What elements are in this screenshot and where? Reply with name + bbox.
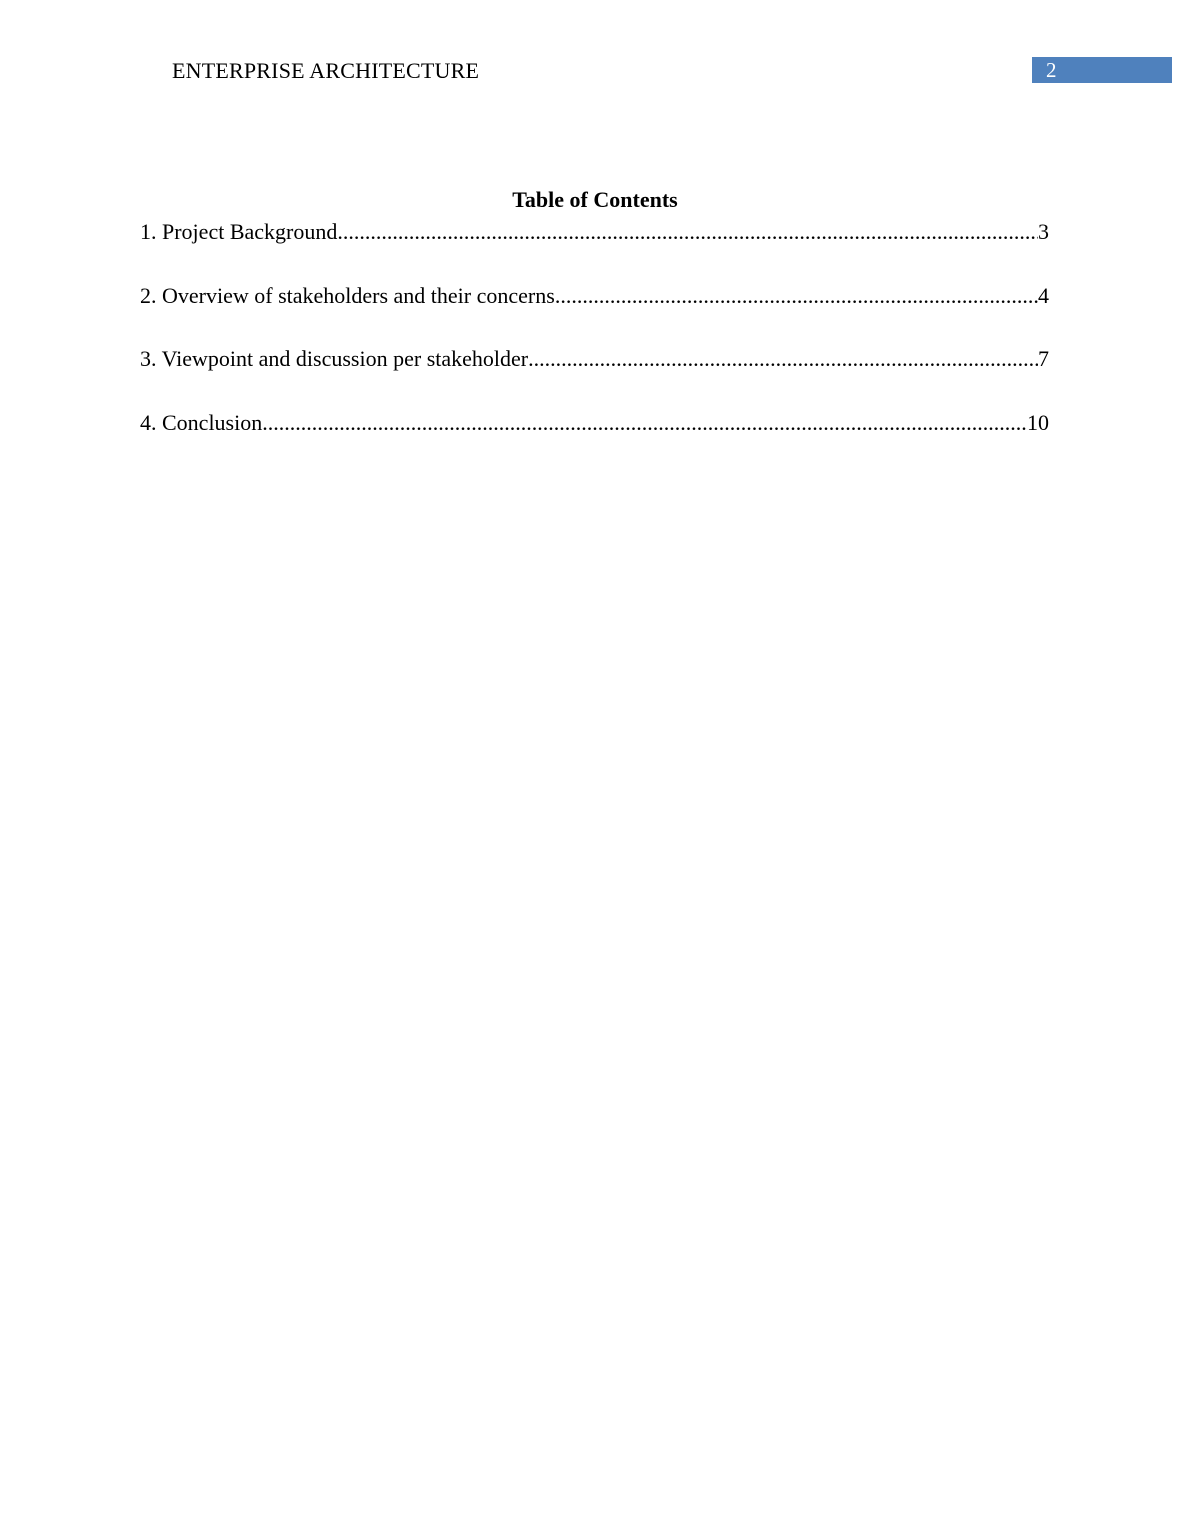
toc-entry-conclusion[interactable] [140, 408, 1049, 472]
page-number-badge [1032, 57, 1172, 83]
toc-entry-label: 1. Project Background [140, 219, 338, 244]
toc-entry-viewpoint-discussion[interactable] [140, 344, 1049, 408]
toc-list [140, 217, 1049, 471]
toc-entry-page: 10 [1027, 409, 1049, 435]
toc-entry-stakeholders-overview[interactable] [140, 281, 1049, 345]
toc-dot-leader [337, 217, 1038, 247]
toc-entry-page: 4 [1038, 282, 1049, 308]
toc-entry-label: 4. Conclusion [140, 409, 263, 435]
toc-entry-page: 7 [1038, 346, 1049, 371]
page-number: 2 [1046, 58, 1057, 82]
toc-heading: Table of Contents [512, 187, 678, 212]
toc-entry-project-background[interactable] [140, 217, 1049, 281]
toc-dot-leader [262, 408, 1027, 438]
toc-dot-leader [528, 344, 1038, 374]
toc-entry-label: 2. Overview of stakeholders and their concerns [140, 282, 555, 308]
toc-dot-leader [555, 281, 1038, 311]
running-header-title: ENTERPRISE ARCHITECTURE [172, 58, 480, 83]
toc-entry-page: 3 [1038, 219, 1049, 244]
toc-entry-label: 3. Viewpoint and discussion per stakeholder [140, 346, 529, 371]
